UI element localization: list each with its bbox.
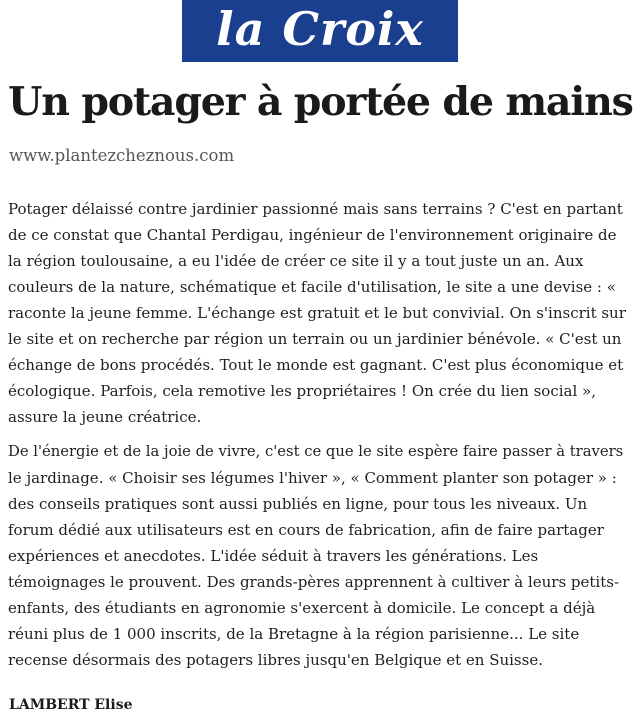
article-headline: Un potager à portée de mains [8, 79, 633, 125]
paragraph-line: expériences et anecdotes. L'idée séduit à travers les générations. Les [8, 547, 539, 565]
paragraph-line: le jardinage. « Choisir ses légumes l'hiver », « Comment planter son potager » : [8, 469, 617, 487]
paragraph-line: assure la jeune créatrice. [8, 408, 202, 426]
paragraph-line: De l'énergie et de la joie de vivre, c'est ce que le site espère faire passer à travers [8, 443, 624, 460]
logo-text: la Croix [216, 2, 424, 56]
paragraph-line: des conseils pratiques sont aussi publiés en ligne, pour tous les niveaux. Un [8, 495, 588, 513]
paragraph-line: enfants, des étudiants en agronomie s'exercent à domicile. Le concept a déjà [8, 599, 596, 617]
paragraph-line: la région toulousaine, a eu l'idée de créer ce site il y a tout juste un an. Aux [8, 252, 584, 270]
paragraph-line: écologique. Parfois, cela remotive les propriétaires ! On crée du lien social », [8, 382, 596, 400]
paragraph-line: de ce constat que Chantal Perdigau, ingénieur de l'environnement originaire de [8, 226, 617, 244]
paragraph-line: témoignages le prouvent. Des grands-pères apprennent à cultiver à leurs petits- [8, 573, 620, 591]
article-author: LAMBERT Elise [9, 697, 133, 713]
paragraph-line: échange de bons procédés. Tout le monde est gagnant. C'est plus économique et [8, 356, 624, 374]
article-paragraph-2 [8, 439, 623, 673]
paragraph-line: couleurs de la nature, schématique et facile d'utilisation, le site a une devise : « [8, 278, 616, 296]
paragraph-line: réuni plus de 1 000 inscrits, de la Bretagne à la région parisienne... Le site [8, 625, 580, 643]
paragraph-line: forum dédié aux utilisateurs est en cours de fabrication, afin de faire partager [8, 521, 604, 539]
paragraph-line: recense désormais des potagers libres jusqu'en Belgique et en Suisse. [8, 651, 543, 669]
article-source-url: www.plantezcheznous.com [9, 146, 235, 165]
article-body [8, 196, 626, 673]
paragraph-line: le site et on recherche par région un terrain ou un jardinier bénévole. « C'est un [8, 330, 622, 348]
paragraph-line: Potager délaissé contre jardinier passionné mais sans terrains ? C'est en partant [8, 200, 623, 218]
la-croix-logo [182, 0, 458, 62]
article-paragraph-1 [8, 196, 626, 430]
paragraph-line: raconte la jeune femme. L'échange est gratuit et le but convivial. On s'inscrit sur [8, 304, 626, 322]
